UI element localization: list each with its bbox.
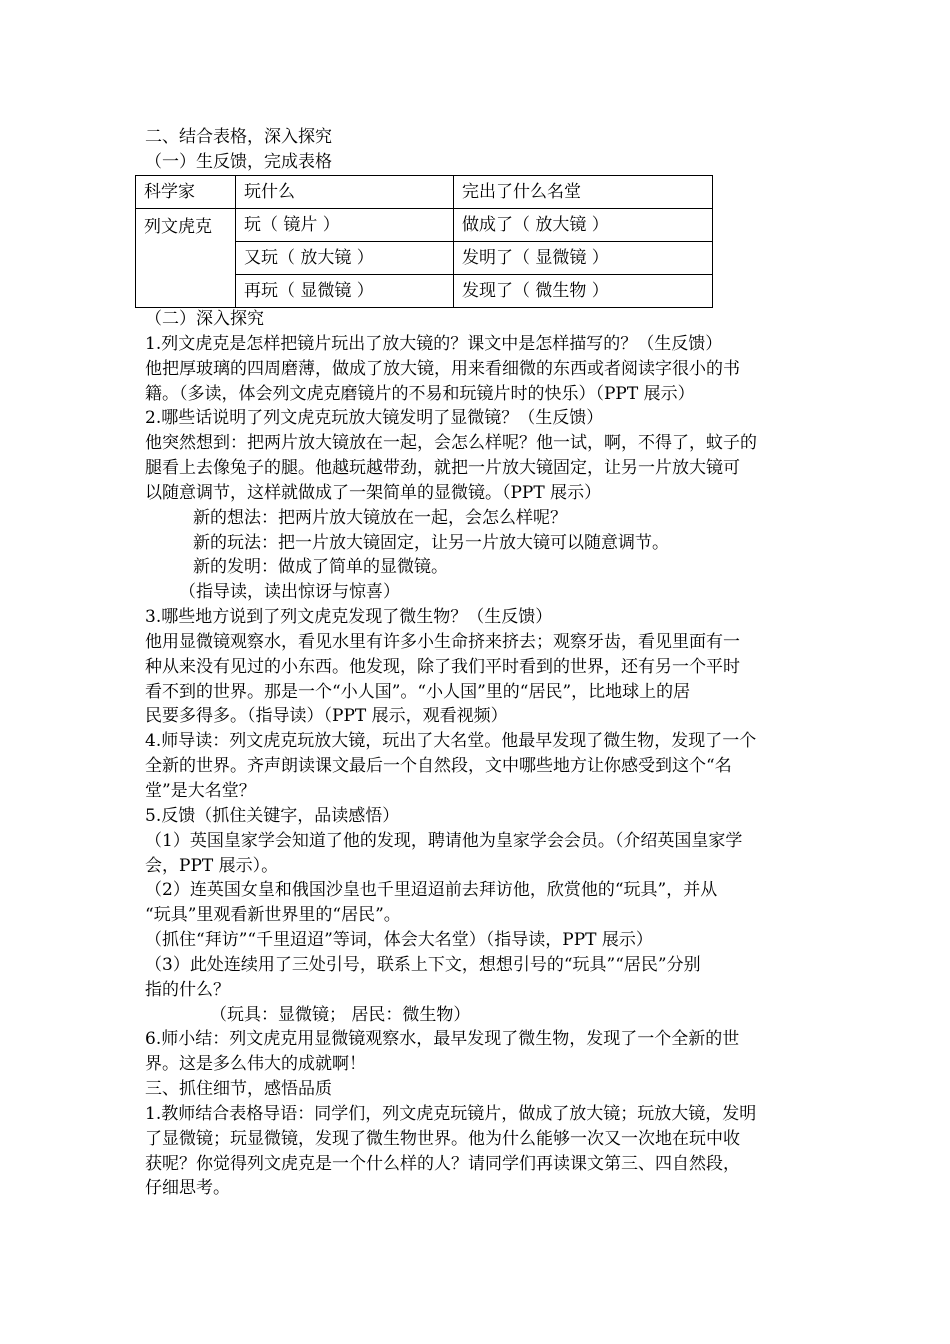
table-header-cell: 科学家 <box>136 176 236 209</box>
paragraph-line: 4.师导读：列文虎克玩放大镜，玩出了大名堂。他最早发现了微生物，发现了一个 <box>145 731 757 751</box>
paragraph-line: 3.哪些地方说到了列文虎克发现了微生物？（生反馈） <box>145 607 553 627</box>
paragraph-line: 新的发明：做成了简单的显微镜。 <box>193 557 448 577</box>
paragraph-line: 指的什么？ <box>145 980 230 1000</box>
table-row <box>136 209 713 242</box>
scientist-cell: 列文虎克 <box>136 209 236 308</box>
paragraph-line: 种从来没有见过的小东西。他发现，除了我们平时看到的世界，还有另一个平时 <box>145 657 740 677</box>
scientist-table <box>135 175 713 308</box>
paragraph-line: 新的玩法：把一片放大镜固定，让另一片放大镜可以随意调节。 <box>193 533 669 553</box>
paragraph-line: 1.教师结合表格导语：同学们，列文虎克玩镜片，做成了放大镜；玩放大镜，发明 <box>145 1104 757 1124</box>
paragraph-line: 会，PPT 展示）。 <box>145 856 279 876</box>
paragraph-line: 看不到的世界。那是一个“小人国”。“小人国”里的“居民”，比地球上的居 <box>145 682 691 702</box>
paragraph-line: 了显微镜；玩显微镜，发现了微生物世界。他为什么能够一次又一次地在玩中收 <box>145 1129 740 1149</box>
paragraph-line: 堂”是大名堂？ <box>145 781 256 801</box>
table-cell: 玩（ 镜片 ） <box>236 209 454 242</box>
section3-heading: 三、抓住细节，感悟品质 <box>145 1079 332 1099</box>
paragraph-line: 6.师小结：列文虎克用显微镜观察水，最早发现了微生物，发现了一个全新的世 <box>145 1029 740 1049</box>
table-cell: 发现了（ 微生物 ） <box>454 275 713 308</box>
table-cell: 做成了（ 放大镜 ） <box>454 209 713 242</box>
paragraph-line: 5.反馈（抓住关键字，品读感悟） <box>145 806 400 826</box>
paragraph-line: “玩具”里观看新世界里的“居民”。 <box>145 905 401 925</box>
table-cell: 再玩（ 显微镜 ） <box>236 275 454 308</box>
subsection1-heading: （一）生反馈，完成表格 <box>145 152 332 172</box>
paragraph-line: 籍。（多读，体会列文虎克磨镜片的不易和玩镜片时的快乐）（PPT 展示） <box>145 384 695 404</box>
paragraph-line: 他突然想到：把两片放大镜放在一起，会怎么样呢？他一试，啊，不得了，蚊子的 <box>145 433 757 453</box>
section2-heading: 二、结合表格，深入探究 <box>145 127 332 147</box>
paragraph-line: （抓住“拜访”“千里迢迢”等词，体会大名堂）（指导读，PPT 展示） <box>145 930 653 950</box>
table-cell: 又玩（ 放大镜 ） <box>236 242 454 275</box>
table-header-cell: 玩什么 <box>236 176 454 209</box>
paragraph-line: （1）英国皇家学会知道了他的发现，聘请他为皇家学会会员。（介绍英国皇家学 <box>145 831 743 851</box>
paragraph-line: 1.列文虎克是怎样把镜片玩出了放大镜的？课文中是怎样描写的？（生反馈） <box>145 334 723 354</box>
paragraph-line: （指导读，读出惊讶与惊喜） <box>179 582 400 602</box>
table-cell: 发明了（ 显微镜 ） <box>454 242 713 275</box>
paragraph-line: 以随意调节，这样就做成了一架简单的显微镜。（PPT 展示） <box>145 483 602 503</box>
paragraph-line: 获呢？你觉得列文虎克是一个什么样的人？请同学们再读课文第三、四自然段， <box>145 1154 740 1174</box>
table-header-row <box>136 176 713 209</box>
paragraph-line: 仔细思考。 <box>145 1178 230 1198</box>
paragraph-line: 2.哪些话说明了列文虎克玩放大镜发明了显微镜？（生反馈） <box>145 408 604 428</box>
table-header-cell: 完出了什么名堂 <box>454 176 713 209</box>
paragraph-line: 他用显微镜观察水，看见水里有许多小生命挤来挤去；观察牙齿，看见里面有一 <box>145 632 740 652</box>
paragraph-line: 新的想法：把两片放大镜放在一起，会怎么样呢？ <box>193 508 567 528</box>
paragraph-line: 腿看上去像兔子的腿。他越玩越带劲，就把一片放大镜固定，让另一片放大镜可 <box>145 458 740 478</box>
paragraph-line: 全新的世界。齐声朗读课文最后一个自然段，文中哪些地方让你感受到这个“名 <box>145 756 732 776</box>
paragraph-line: （2）连英国女皇和俄国沙皇也千里迢迢前去拜访他，欣赏他的“玩具”，并从 <box>145 880 718 900</box>
paragraph-line: （3）此处连续用了三处引号，联系上下文，想想引号的“玩具”“居民”分别 <box>145 955 701 975</box>
subsection2-heading: （二）深入探究 <box>145 309 264 329</box>
paragraph-line: 界。这是多么伟大的成就啊！ <box>145 1054 366 1074</box>
paragraph-line: 他把厚玻璃的四周磨薄，做成了放大镜，用来看细微的东西或者阅读字很小的书 <box>145 359 740 379</box>
paragraph-line: 民要多得多。（指导读）（PPT 展示，观看视频） <box>145 706 508 726</box>
paragraph-line: （玩具：显微镜； 居民：微生物） <box>210 1005 471 1025</box>
